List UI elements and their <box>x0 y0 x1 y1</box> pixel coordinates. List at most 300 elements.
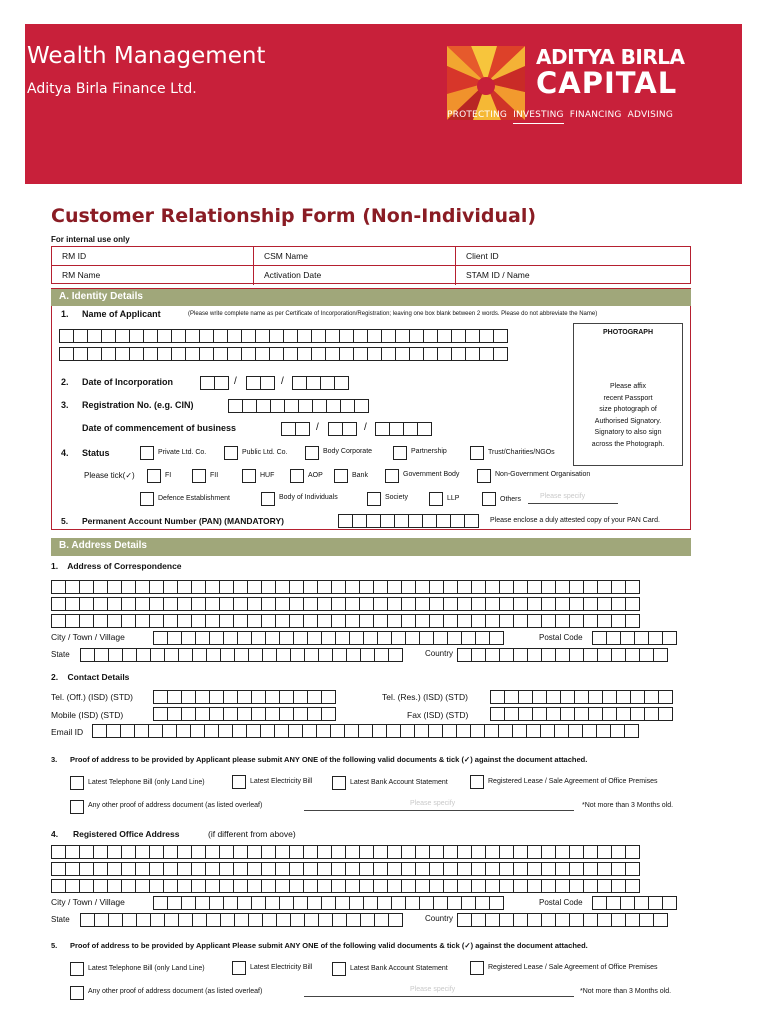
char-box[interactable] <box>569 913 584 927</box>
char-box[interactable] <box>414 724 429 738</box>
char-box[interactable] <box>442 724 457 738</box>
char-box[interactable] <box>307 896 322 910</box>
char-box[interactable] <box>569 845 584 859</box>
char-box[interactable] <box>471 845 486 859</box>
char-box[interactable] <box>443 845 458 859</box>
char-box[interactable] <box>297 347 312 361</box>
char-box[interactable] <box>489 631 504 645</box>
char-box[interactable] <box>583 648 598 662</box>
char-box[interactable] <box>307 631 322 645</box>
char-box[interactable] <box>233 862 248 876</box>
char-box[interactable] <box>569 597 584 611</box>
char-box[interactable] <box>181 707 196 721</box>
char-box[interactable] <box>209 896 224 910</box>
char-box[interactable] <box>479 347 494 361</box>
char-box[interactable] <box>560 690 575 704</box>
char-box[interactable] <box>443 862 458 876</box>
char-box[interactable] <box>401 862 416 876</box>
char-box[interactable] <box>79 862 94 876</box>
char-box[interactable] <box>79 879 94 893</box>
char-box[interactable] <box>527 879 542 893</box>
char-box[interactable] <box>353 329 368 343</box>
char-box[interactable] <box>269 329 284 343</box>
char-box[interactable] <box>205 845 220 859</box>
ngo-checkbox[interactable] <box>477 469 491 483</box>
char-box[interactable] <box>73 347 88 361</box>
char-box[interactable] <box>358 724 373 738</box>
char-box[interactable] <box>554 724 569 738</box>
char-box[interactable] <box>93 862 108 876</box>
char-box[interactable] <box>219 879 234 893</box>
char-box[interactable] <box>461 631 476 645</box>
char-box[interactable] <box>401 845 416 859</box>
char-box[interactable] <box>359 862 374 876</box>
char-box[interactable] <box>331 614 346 628</box>
char-box[interactable] <box>400 724 415 738</box>
char-box[interactable] <box>149 597 164 611</box>
char-box[interactable] <box>190 724 205 738</box>
pan-input[interactable] <box>338 514 479 528</box>
char-box[interactable] <box>306 376 321 390</box>
char-box[interactable] <box>181 690 196 704</box>
fii-checkbox[interactable] <box>192 469 206 483</box>
char-box[interactable] <box>662 896 677 910</box>
char-box[interactable] <box>443 614 458 628</box>
char-box[interactable] <box>135 614 150 628</box>
char-box[interactable] <box>275 597 290 611</box>
incorporation-day[interactable] <box>200 376 229 390</box>
char-box[interactable] <box>346 648 361 662</box>
char-box[interactable] <box>106 724 121 738</box>
char-box[interactable] <box>415 862 430 876</box>
char-box[interactable] <box>513 913 528 927</box>
char-box[interactable] <box>345 862 360 876</box>
char-box[interactable] <box>639 913 654 927</box>
char-box[interactable] <box>367 329 382 343</box>
char-box[interactable] <box>338 514 353 528</box>
char-box[interactable] <box>289 597 304 611</box>
char-box[interactable] <box>59 347 74 361</box>
tel-off-input[interactable] <box>153 690 336 704</box>
char-box[interactable] <box>597 862 612 876</box>
other-proof-checkbox-2[interactable] <box>70 986 84 1000</box>
char-box[interactable] <box>443 580 458 594</box>
char-box[interactable] <box>611 580 626 594</box>
char-box[interactable] <box>331 879 346 893</box>
char-box[interactable] <box>205 879 220 893</box>
char-box[interactable] <box>275 845 290 859</box>
char-box[interactable] <box>288 724 303 738</box>
char-box[interactable] <box>555 597 570 611</box>
char-box[interactable] <box>177 597 192 611</box>
char-box[interactable] <box>345 580 360 594</box>
char-box[interactable] <box>374 648 389 662</box>
char-box[interactable] <box>546 690 561 704</box>
char-box[interactable] <box>51 862 66 876</box>
char-box[interactable] <box>325 329 340 343</box>
char-box[interactable] <box>233 580 248 594</box>
char-box[interactable] <box>153 631 168 645</box>
char-box[interactable] <box>471 597 486 611</box>
char-box[interactable] <box>298 399 313 413</box>
char-box[interactable] <box>233 614 248 628</box>
char-box[interactable] <box>242 399 257 413</box>
other-proof-specify-line-2[interactable] <box>304 996 574 997</box>
huf-checkbox[interactable] <box>242 469 256 483</box>
char-box[interactable] <box>415 879 430 893</box>
char-box[interactable] <box>283 347 298 361</box>
rm-name-cell[interactable]: RM Name <box>52 266 254 285</box>
char-box[interactable] <box>403 422 418 436</box>
char-box[interactable] <box>261 597 276 611</box>
char-box[interactable] <box>346 913 361 927</box>
char-box[interactable] <box>121 597 136 611</box>
char-box[interactable] <box>135 862 150 876</box>
char-box[interactable] <box>375 422 390 436</box>
char-box[interactable] <box>237 707 252 721</box>
char-box[interactable] <box>574 690 589 704</box>
char-box[interactable] <box>248 648 263 662</box>
char-box[interactable] <box>367 347 382 361</box>
char-box[interactable] <box>107 597 122 611</box>
char-box[interactable] <box>303 597 318 611</box>
char-box[interactable] <box>387 862 402 876</box>
char-box[interactable] <box>223 631 238 645</box>
char-box[interactable] <box>583 879 598 893</box>
char-box[interactable] <box>597 614 612 628</box>
char-box[interactable] <box>423 329 438 343</box>
char-box[interactable] <box>526 724 541 738</box>
char-box[interactable] <box>372 724 387 738</box>
correspondence-row-3[interactable] <box>51 614 640 628</box>
char-box[interactable] <box>457 913 472 927</box>
char-box[interactable] <box>331 597 346 611</box>
char-box[interactable] <box>247 614 262 628</box>
char-box[interactable] <box>228 399 243 413</box>
char-box[interactable] <box>359 879 374 893</box>
char-box[interactable] <box>227 347 242 361</box>
char-box[interactable] <box>330 724 345 738</box>
char-box[interactable] <box>433 896 448 910</box>
char-box[interactable] <box>143 347 158 361</box>
char-box[interactable] <box>246 376 261 390</box>
char-box[interactable] <box>87 347 102 361</box>
char-box[interactable] <box>541 913 556 927</box>
char-box[interactable] <box>181 896 196 910</box>
char-box[interactable] <box>304 913 319 927</box>
char-box[interactable] <box>163 845 178 859</box>
char-box[interactable] <box>471 862 486 876</box>
stam-id-cell[interactable]: STAM ID / Name <box>466 270 530 280</box>
correspondence-row-1[interactable] <box>51 580 640 594</box>
char-box[interactable] <box>149 862 164 876</box>
char-box[interactable] <box>395 329 410 343</box>
char-box[interactable] <box>107 580 122 594</box>
char-box[interactable] <box>499 845 514 859</box>
char-box[interactable] <box>93 879 108 893</box>
char-box[interactable] <box>493 329 508 343</box>
char-box[interactable] <box>387 580 402 594</box>
char-box[interactable] <box>569 879 584 893</box>
char-box[interactable] <box>303 845 318 859</box>
char-box[interactable] <box>303 580 318 594</box>
char-box[interactable] <box>318 913 333 927</box>
char-box[interactable] <box>527 648 542 662</box>
char-box[interactable] <box>359 845 374 859</box>
char-box[interactable] <box>485 879 500 893</box>
char-box[interactable] <box>388 913 403 927</box>
char-box[interactable] <box>251 896 266 910</box>
char-box[interactable] <box>353 347 368 361</box>
char-box[interactable] <box>555 614 570 628</box>
char-box[interactable] <box>475 896 490 910</box>
char-box[interactable] <box>129 329 144 343</box>
char-box[interactable] <box>321 631 336 645</box>
char-box[interactable] <box>339 329 354 343</box>
char-box[interactable] <box>219 614 234 628</box>
char-box[interactable] <box>213 329 228 343</box>
char-box[interactable] <box>321 896 336 910</box>
llp-checkbox[interactable] <box>429 492 443 506</box>
char-box[interactable] <box>51 845 66 859</box>
char-box[interactable] <box>342 422 357 436</box>
char-box[interactable] <box>293 631 308 645</box>
reg-office-row-2[interactable] <box>51 862 640 876</box>
char-box[interactable] <box>219 580 234 594</box>
char-box[interactable] <box>195 896 210 910</box>
char-box[interactable] <box>295 422 310 436</box>
char-box[interactable] <box>429 614 444 628</box>
char-box[interactable] <box>437 347 452 361</box>
char-box[interactable] <box>639 648 654 662</box>
char-box[interactable] <box>247 862 262 876</box>
char-box[interactable] <box>279 631 294 645</box>
char-box[interactable] <box>205 597 220 611</box>
char-box[interactable] <box>471 614 486 628</box>
char-box[interactable] <box>597 597 612 611</box>
char-box[interactable] <box>307 707 322 721</box>
others-checkbox[interactable] <box>482 492 496 506</box>
char-box[interactable] <box>518 690 533 704</box>
char-box[interactable] <box>164 913 179 927</box>
char-box[interactable] <box>352 514 367 528</box>
char-box[interactable] <box>290 913 305 927</box>
char-box[interactable] <box>471 580 486 594</box>
trust-checkbox[interactable] <box>470 446 484 460</box>
char-box[interactable] <box>150 913 165 927</box>
char-box[interactable] <box>634 631 649 645</box>
char-box[interactable] <box>129 347 144 361</box>
char-box[interactable] <box>195 631 210 645</box>
char-box[interactable] <box>297 329 312 343</box>
char-box[interactable] <box>135 580 150 594</box>
char-box[interactable] <box>391 631 406 645</box>
char-box[interactable] <box>625 879 640 893</box>
char-box[interactable] <box>597 648 612 662</box>
char-box[interactable] <box>332 648 347 662</box>
char-box[interactable] <box>391 896 406 910</box>
char-box[interactable] <box>583 913 598 927</box>
char-box[interactable] <box>363 896 378 910</box>
char-box[interactable] <box>489 896 504 910</box>
char-box[interactable] <box>490 690 505 704</box>
char-box[interactable] <box>178 913 193 927</box>
char-box[interactable] <box>251 690 266 704</box>
char-box[interactable] <box>101 347 116 361</box>
char-box[interactable] <box>269 347 284 361</box>
char-box[interactable] <box>345 845 360 859</box>
char-box[interactable] <box>334 376 349 390</box>
char-box[interactable] <box>167 631 182 645</box>
char-box[interactable] <box>349 896 364 910</box>
char-box[interactable] <box>149 580 164 594</box>
char-box[interactable] <box>135 845 150 859</box>
char-box[interactable] <box>433 631 448 645</box>
char-box[interactable] <box>532 707 547 721</box>
other-proof-checkbox[interactable] <box>70 800 84 814</box>
char-box[interactable] <box>359 614 374 628</box>
char-box[interactable] <box>597 845 612 859</box>
char-box[interactable] <box>237 896 252 910</box>
char-box[interactable] <box>569 614 584 628</box>
char-box[interactable] <box>167 707 182 721</box>
char-box[interactable] <box>233 879 248 893</box>
char-box[interactable] <box>422 514 437 528</box>
char-box[interactable] <box>634 896 649 910</box>
char-box[interactable] <box>644 690 659 704</box>
char-box[interactable] <box>150 648 165 662</box>
applicant-name-row-2[interactable] <box>59 347 508 361</box>
char-box[interactable] <box>171 347 186 361</box>
char-box[interactable] <box>205 862 220 876</box>
body-corporate-checkbox[interactable] <box>305 446 319 460</box>
char-box[interactable] <box>121 862 136 876</box>
char-box[interactable] <box>73 329 88 343</box>
char-box[interactable] <box>121 614 136 628</box>
char-box[interactable] <box>401 597 416 611</box>
char-box[interactable] <box>251 707 266 721</box>
char-box[interactable] <box>349 631 364 645</box>
char-box[interactable] <box>223 707 238 721</box>
char-box[interactable] <box>541 614 556 628</box>
char-box[interactable] <box>177 614 192 628</box>
char-box[interactable] <box>387 597 402 611</box>
char-box[interactable] <box>293 707 308 721</box>
char-box[interactable] <box>387 845 402 859</box>
char-box[interactable] <box>108 913 123 927</box>
char-box[interactable] <box>541 879 556 893</box>
char-box[interactable] <box>321 707 336 721</box>
char-box[interactable] <box>583 597 598 611</box>
char-box[interactable] <box>237 631 252 645</box>
char-box[interactable] <box>499 648 514 662</box>
char-box[interactable] <box>485 862 500 876</box>
bank-statement-checkbox[interactable] <box>332 776 346 790</box>
char-box[interactable] <box>644 707 659 721</box>
char-box[interactable] <box>541 845 556 859</box>
char-box[interactable] <box>429 597 444 611</box>
commencement-year[interactable] <box>375 422 432 436</box>
char-box[interactable] <box>475 631 490 645</box>
char-box[interactable] <box>251 631 266 645</box>
reg-city-input[interactable] <box>153 896 504 910</box>
char-box[interactable] <box>569 648 584 662</box>
char-box[interactable] <box>555 648 570 662</box>
char-box[interactable] <box>569 862 584 876</box>
char-box[interactable] <box>209 707 224 721</box>
char-box[interactable] <box>107 614 122 628</box>
char-box[interactable] <box>80 648 95 662</box>
char-box[interactable] <box>135 597 150 611</box>
char-box[interactable] <box>658 707 673 721</box>
char-box[interactable] <box>218 724 233 738</box>
char-box[interactable] <box>255 329 270 343</box>
reg-office-row-1[interactable] <box>51 845 640 859</box>
char-box[interactable] <box>602 690 617 704</box>
char-box[interactable] <box>94 648 109 662</box>
char-box[interactable] <box>485 597 500 611</box>
char-box[interactable] <box>191 597 206 611</box>
char-box[interactable] <box>451 347 466 361</box>
char-box[interactable] <box>93 580 108 594</box>
char-box[interactable] <box>107 879 122 893</box>
char-box[interactable] <box>625 580 640 594</box>
city-input[interactable] <box>153 631 504 645</box>
char-box[interactable] <box>611 913 626 927</box>
char-box[interactable] <box>51 597 66 611</box>
char-box[interactable] <box>340 399 355 413</box>
activation-date-cell[interactable]: Activation Date <box>254 266 456 285</box>
char-box[interactable] <box>289 879 304 893</box>
char-box[interactable] <box>303 879 318 893</box>
char-box[interactable] <box>555 879 570 893</box>
char-box[interactable] <box>499 597 514 611</box>
char-box[interactable] <box>583 862 598 876</box>
char-box[interactable] <box>293 690 308 704</box>
char-box[interactable] <box>504 690 519 704</box>
char-box[interactable] <box>192 913 207 927</box>
char-box[interactable] <box>209 631 224 645</box>
char-box[interactable] <box>401 879 416 893</box>
char-box[interactable] <box>339 347 354 361</box>
char-box[interactable] <box>199 347 214 361</box>
char-box[interactable] <box>289 862 304 876</box>
char-box[interactable] <box>177 862 192 876</box>
aop-checkbox[interactable] <box>290 469 304 483</box>
char-box[interactable] <box>597 580 612 594</box>
char-box[interactable] <box>405 631 420 645</box>
char-box[interactable] <box>153 896 168 910</box>
lease-agreement-checkbox[interactable] <box>470 775 484 789</box>
char-box[interactable] <box>620 896 635 910</box>
char-box[interactable] <box>167 690 182 704</box>
char-box[interactable] <box>527 614 542 628</box>
char-box[interactable] <box>115 329 130 343</box>
char-box[interactable] <box>630 707 645 721</box>
char-box[interactable] <box>213 347 228 361</box>
char-box[interactable] <box>293 896 308 910</box>
char-box[interactable] <box>527 913 542 927</box>
char-box[interactable] <box>471 879 486 893</box>
char-box[interactable] <box>304 648 319 662</box>
char-box[interactable] <box>389 422 404 436</box>
rm-id-cell[interactable]: RM ID <box>52 247 254 266</box>
char-box[interactable] <box>283 329 298 343</box>
char-box[interactable] <box>317 879 332 893</box>
char-box[interactable] <box>555 862 570 876</box>
char-box[interactable] <box>219 845 234 859</box>
char-box[interactable] <box>415 580 430 594</box>
